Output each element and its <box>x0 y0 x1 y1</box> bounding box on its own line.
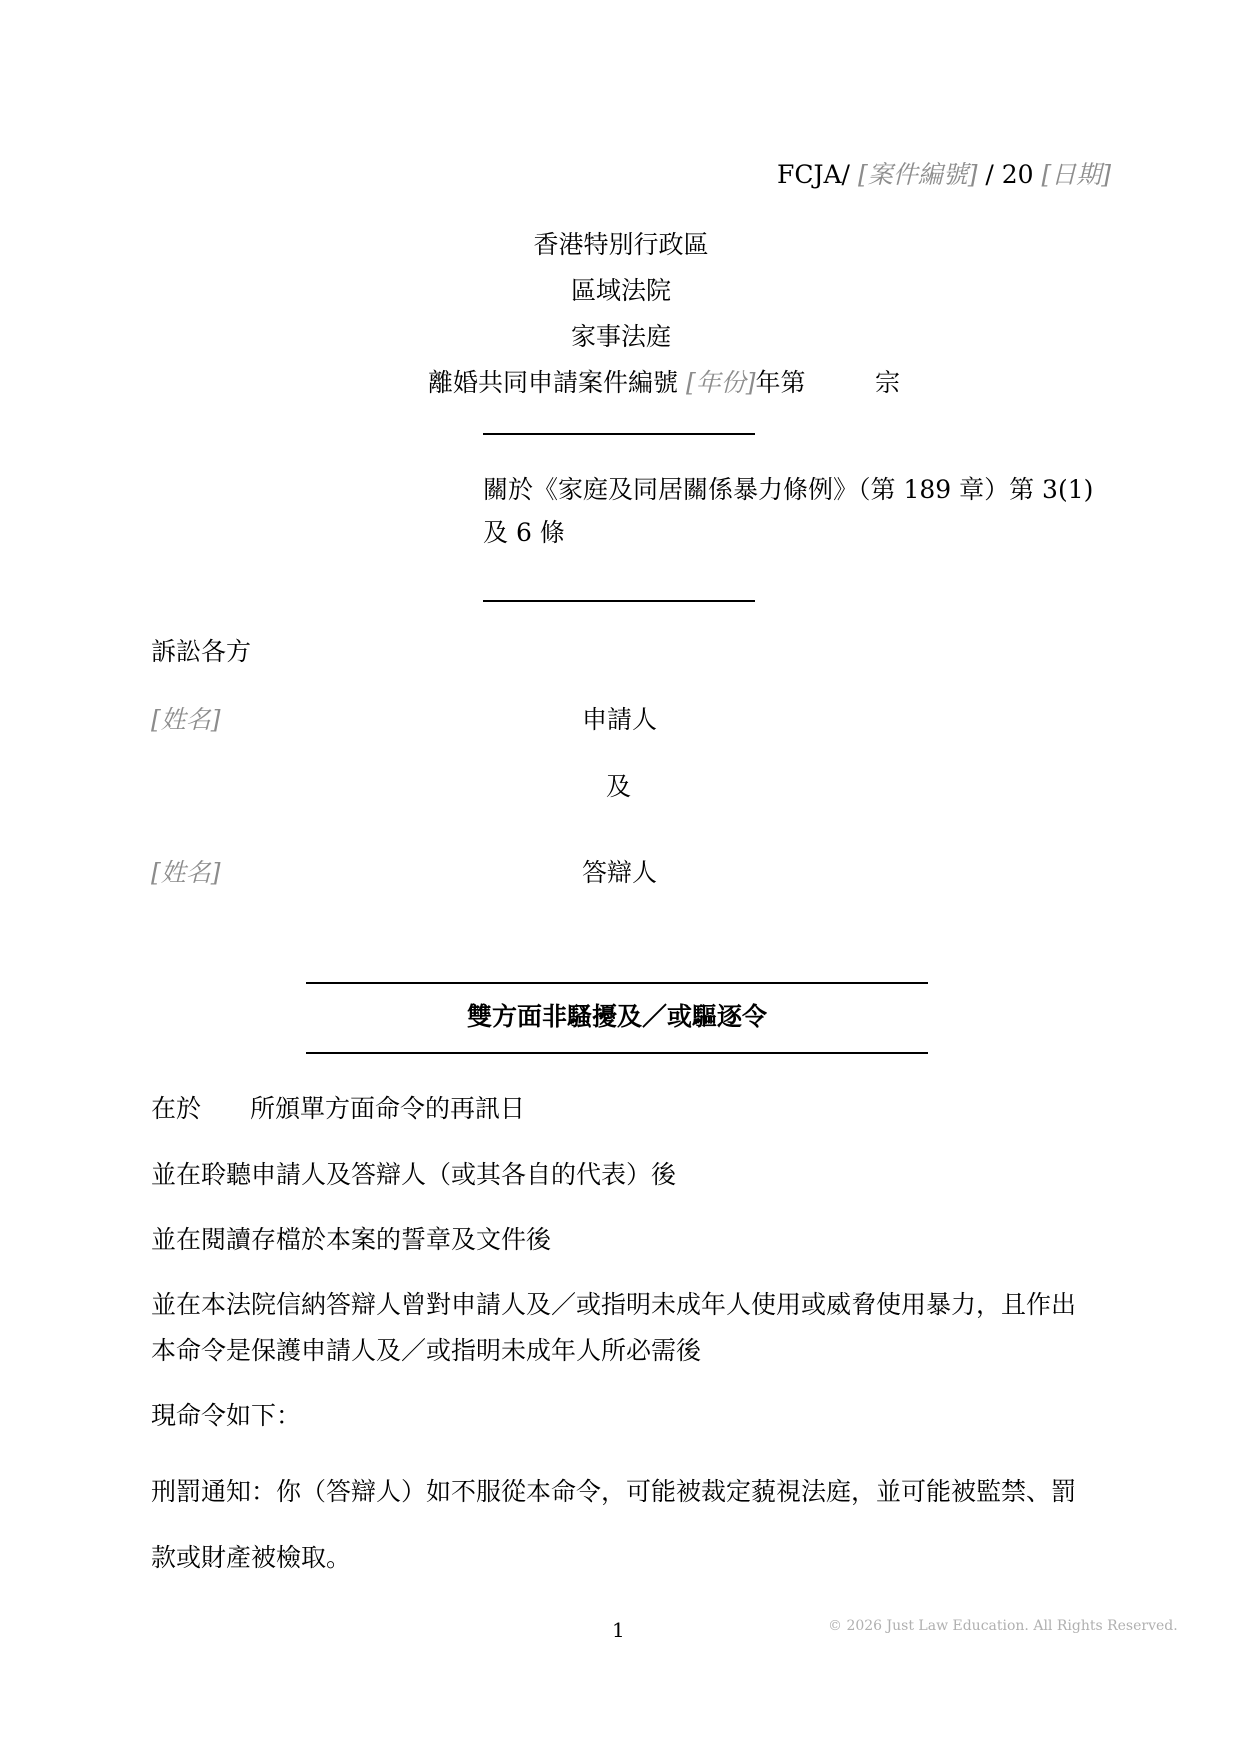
order-title: 雙方面非騷擾及／或驅逐令 <box>466 1002 768 1031</box>
court-jurisdiction: 香港特別行政區 <box>533 230 709 259</box>
copyright-notice: © 2026 Just Law Education. All Rights Reserved. <box>828 1618 1178 1634</box>
page-number: 1 <box>612 1618 625 1642</box>
title-rule-top <box>306 982 928 984</box>
case-number-placeholder: [案件編號] <box>857 160 978 189</box>
recital-hearing-parties: 並在聆聽申請人及答辯人（或其各自的代表）後 <box>151 1160 677 1189</box>
date-placeholder: [日期] <box>1041 160 1112 189</box>
title-rule-bottom <box>306 1052 928 1054</box>
divider-top <box>483 433 755 435</box>
penal-notice-line-1: 刑罰通知：你（答辯人）如不服從本命令，可能被裁定藐視法庭，並可能被監禁、罰 <box>151 1477 1077 1506</box>
applicant-role: 申請人 <box>582 705 658 734</box>
order-intro: 現命令如下： <box>151 1401 302 1430</box>
case-number-prefix: 離婚共同申請案件編號 <box>428 368 679 397</box>
case-reference <box>777 160 1111 190</box>
court-name: 區域法院 <box>570 276 672 305</box>
penal-notice-line-2: 款或財產被檢取。 <box>151 1543 352 1572</box>
reference-prefix: FCJA/ <box>777 160 850 189</box>
applicant-name-placeholder: [姓名] <box>151 705 221 734</box>
court-division: 家事法庭 <box>570 322 672 351</box>
recital-satisfied-line-1: 並在本法院信納答辯人曾對申請人及／或指明未成年人使用或威脅使用暴力，且作出 <box>151 1290 1077 1319</box>
matter-line-2: 及 6 條 <box>483 518 565 547</box>
case-number-line <box>428 368 806 398</box>
case-number-suffix: 宗 <box>875 368 901 397</box>
parties-and: 及 <box>606 772 632 801</box>
divider-middle <box>483 600 755 602</box>
recital-hearing-date-label: 在於 <box>151 1094 202 1123</box>
respondent-role: 答辯人 <box>582 858 658 887</box>
reference-separator: / 20 <box>985 160 1034 189</box>
respondent-name-placeholder: [姓名] <box>151 858 221 887</box>
case-number-mid: 年第 <box>755 368 806 397</box>
parties-heading: 訴訟各方 <box>151 637 252 666</box>
recital-documents: 並在閱讀存檔於本案的誓章及文件後 <box>151 1225 552 1254</box>
recital-hearing-date: 所頒單方面命令的再訊日 <box>250 1094 526 1123</box>
recital-satisfied-line-2: 本命令是保護申請人及／或指明未成年人所必需後 <box>151 1336 702 1365</box>
year-placeholder: [年份] <box>685 368 756 397</box>
matter-line-1: 關於《家庭及同居關係暴力條例》（第 189 章）第 3(1) <box>483 475 1094 504</box>
